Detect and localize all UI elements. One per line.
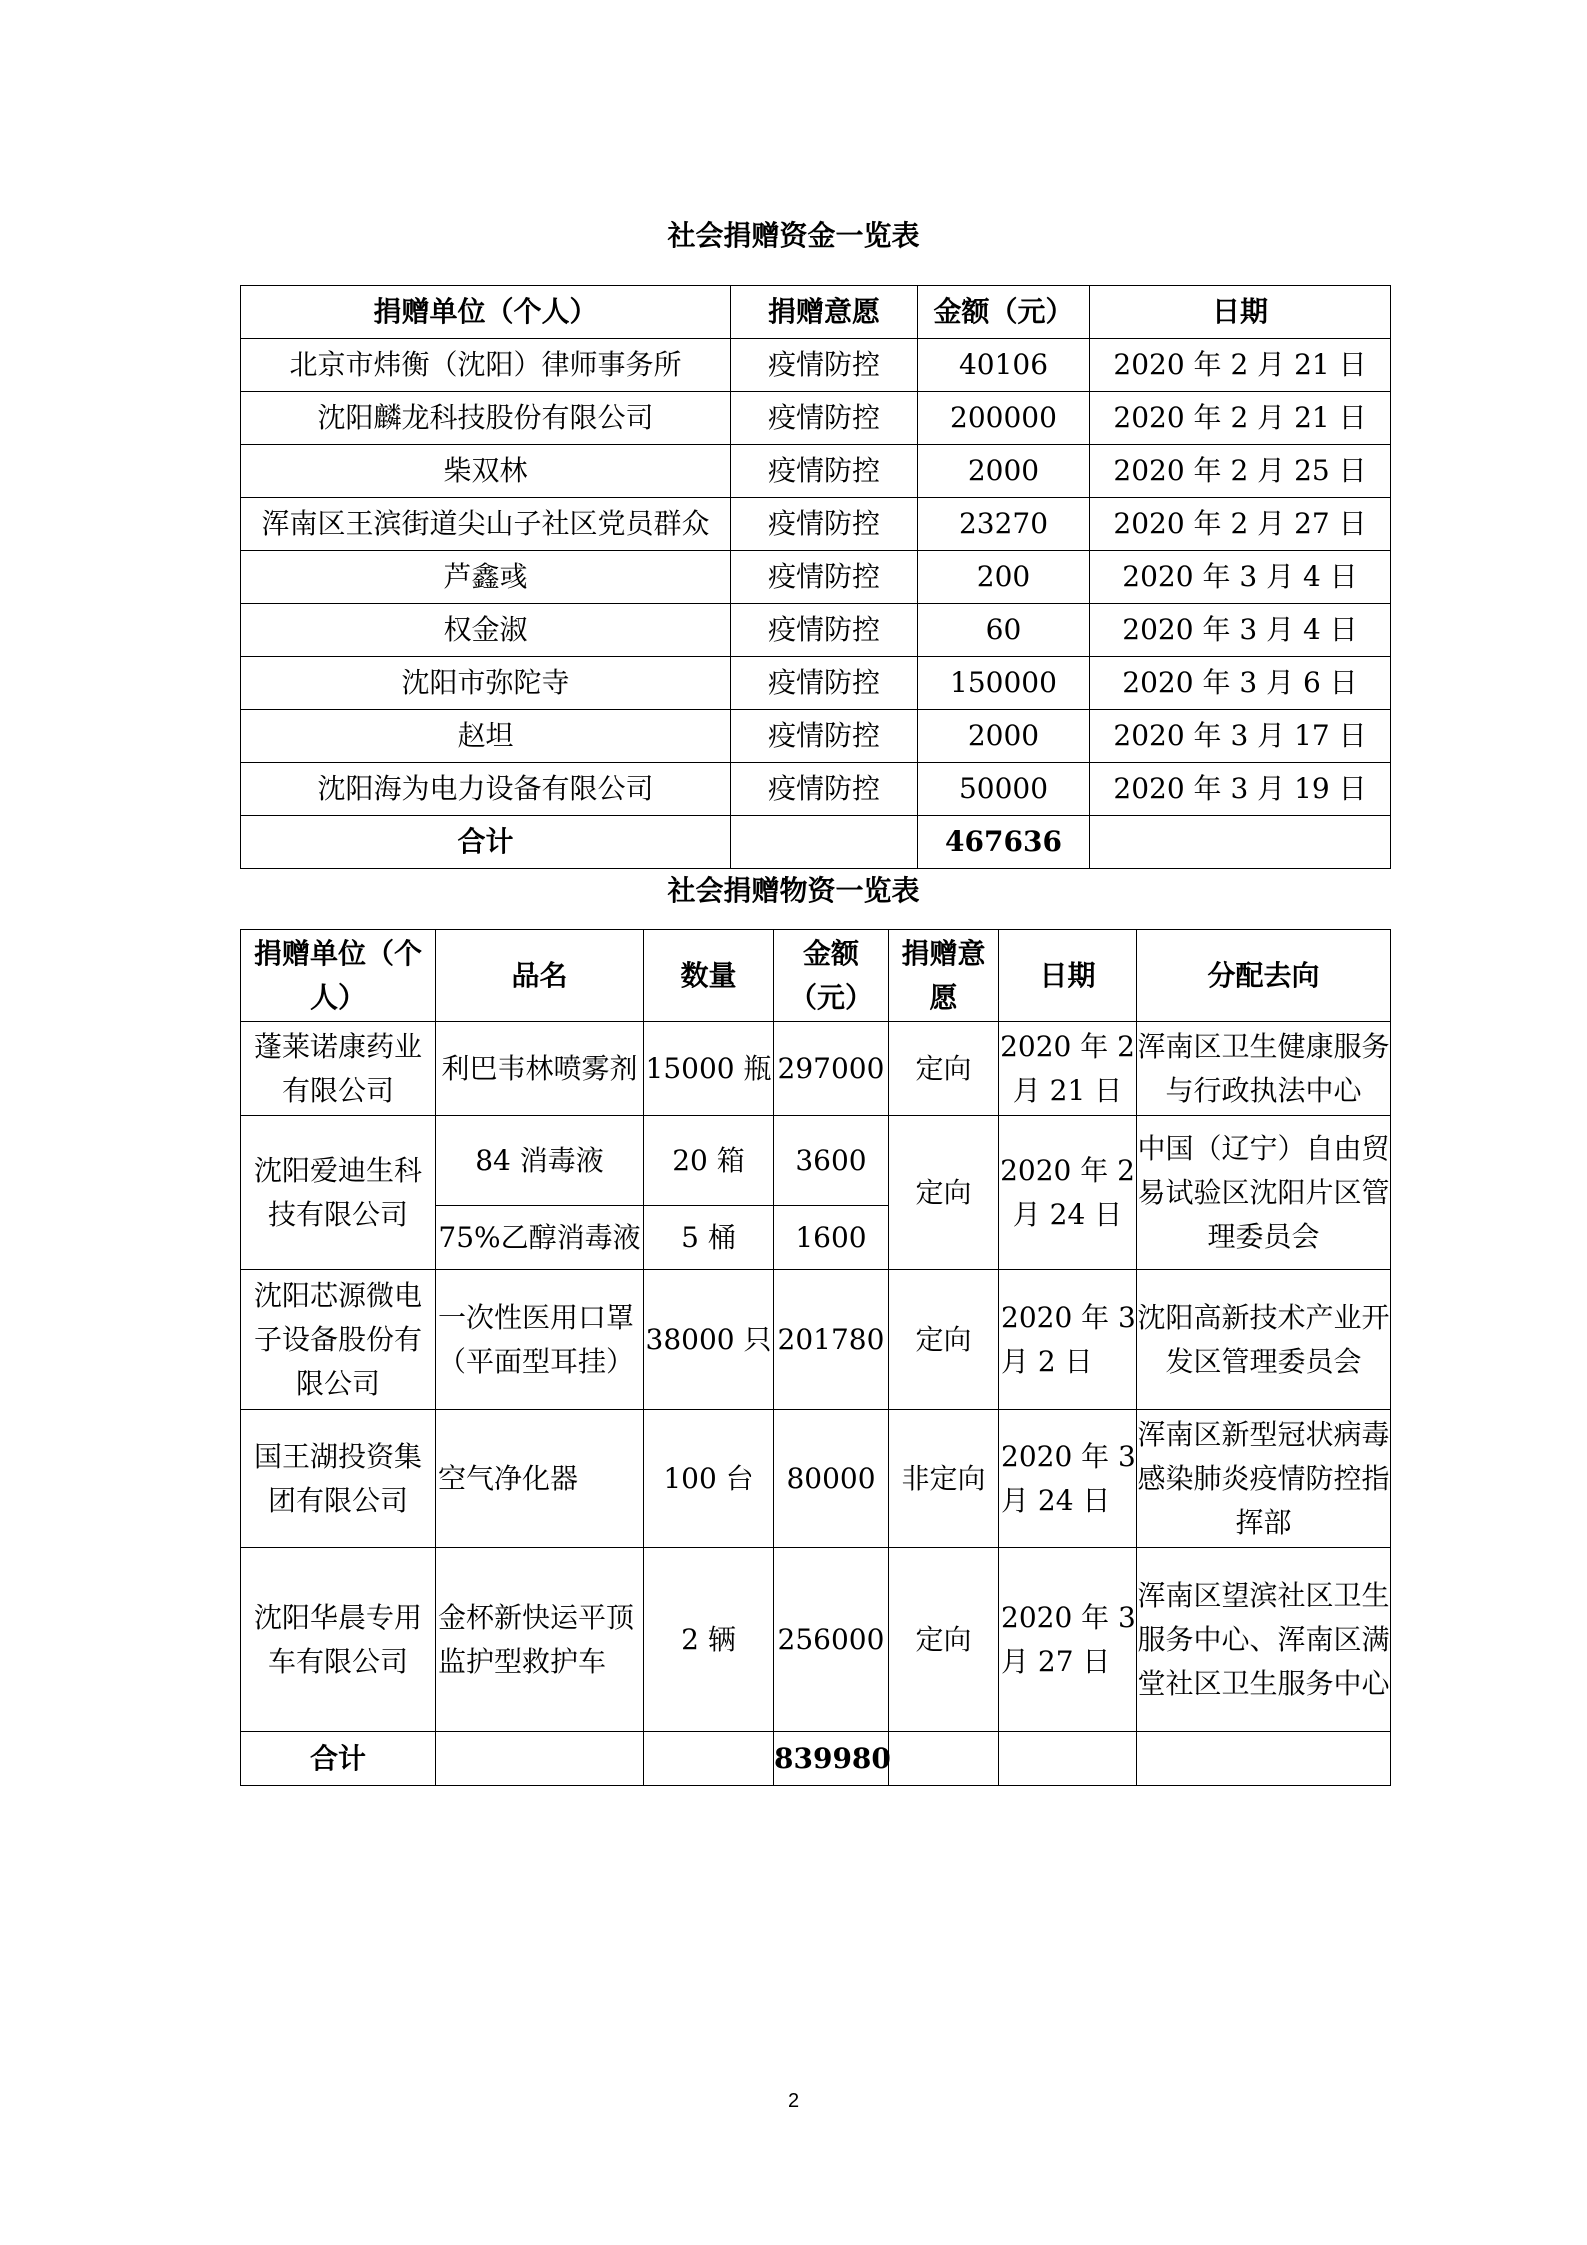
total-row bbox=[241, 816, 1391, 869]
empty-cell bbox=[889, 1732, 999, 1786]
total-value: 467636 bbox=[918, 816, 1090, 869]
intent-cell: 疫情防控 bbox=[731, 339, 918, 392]
amount-cell: 40106 bbox=[918, 339, 1090, 392]
amount-cell: 200000 bbox=[918, 392, 1090, 445]
dest-cell: 浑南区卫生健康服务与行政执法中心 bbox=[1137, 1022, 1391, 1116]
empty-cell bbox=[1090, 816, 1391, 869]
date-cell: 2020 年 3 月 24 日 bbox=[999, 1410, 1137, 1548]
total-label: 合计 bbox=[241, 1732, 436, 1786]
item-cell: 利巴韦林喷雾剂 bbox=[436, 1022, 644, 1116]
total-label: 合计 bbox=[241, 816, 731, 869]
date-cell: 2020 年 3 月 4 日 bbox=[1090, 551, 1391, 604]
amount-cell: 23270 bbox=[918, 498, 1090, 551]
item-cell: 84 消毒液 bbox=[436, 1116, 644, 1206]
goods-table-title: 社会捐赠物资一览表 bbox=[667, 874, 920, 907]
donor-cell: 权金淑 bbox=[241, 604, 731, 657]
donor-cell: 浑南区王滨街道尖山子社区党员群众 bbox=[241, 498, 731, 551]
amount-cell: 2000 bbox=[918, 445, 1090, 498]
item-cell: 空气净化器 bbox=[436, 1410, 644, 1548]
amount-cell: 60 bbox=[918, 604, 1090, 657]
donor-cell: 沈阳海为电力设备有限公司 bbox=[241, 763, 731, 816]
empty-cell bbox=[436, 1732, 644, 1786]
date-cell: 2020 年 3 月 6 日 bbox=[1090, 657, 1391, 710]
date-cell: 2020 年 3 月 4 日 bbox=[1090, 604, 1391, 657]
total-row bbox=[241, 1732, 1391, 1786]
amount-cell: 201780 bbox=[774, 1270, 889, 1410]
page-number: 2 bbox=[787, 2090, 800, 2112]
item-cell: 一次性医用口罩（平面型耳挂） bbox=[436, 1270, 644, 1410]
table-row bbox=[241, 392, 1391, 445]
item-cell: 金杯新快运平顶监护型救护车 bbox=[436, 1548, 644, 1732]
amount-cell: 200 bbox=[918, 551, 1090, 604]
header-donor: 捐赠单位（个人） bbox=[241, 930, 436, 1022]
table-row bbox=[241, 445, 1391, 498]
table-row bbox=[241, 551, 1391, 604]
empty-cell bbox=[731, 816, 918, 869]
qty-cell: 5 桶 bbox=[644, 1206, 774, 1270]
donor-cell: 沈阳芯源微电子设备股份有限公司 bbox=[241, 1270, 436, 1410]
header-intent: 捐赠意愿 bbox=[889, 930, 999, 1022]
date-cell: 2020 年 2 月 25 日 bbox=[1090, 445, 1391, 498]
donor-cell: 北京市炜衡（沈阳）律师事务所 bbox=[241, 339, 731, 392]
intent-cell: 疫情防控 bbox=[731, 604, 918, 657]
dest-cell: 浑南区新型冠状病毒感染肺炎疫情防控指挥部 bbox=[1137, 1410, 1391, 1548]
date-cell: 2020 年 3 月 19 日 bbox=[1090, 763, 1391, 816]
donor-cell: 芦鑫彧 bbox=[241, 551, 731, 604]
qty-cell: 38000 只 bbox=[644, 1270, 774, 1410]
header-donor: 捐赠单位（个人） bbox=[241, 286, 731, 339]
intent-cell: 定向 bbox=[889, 1116, 999, 1270]
table-row bbox=[241, 1116, 1391, 1206]
empty-cell bbox=[644, 1732, 774, 1786]
table-header-row bbox=[241, 930, 1391, 1022]
qty-cell: 20 箱 bbox=[644, 1116, 774, 1206]
intent-cell: 疫情防控 bbox=[731, 445, 918, 498]
donor-cell: 蓬莱诺康药业有限公司 bbox=[241, 1022, 436, 1116]
amount-cell: 256000 bbox=[774, 1548, 889, 1732]
header-date: 日期 bbox=[999, 930, 1137, 1022]
header-dest: 分配去向 bbox=[1137, 930, 1391, 1022]
donation-goods-table bbox=[240, 929, 1391, 1786]
intent-cell: 定向 bbox=[889, 1022, 999, 1116]
table-row bbox=[241, 604, 1391, 657]
qty-cell: 2 辆 bbox=[644, 1548, 774, 1732]
date-cell: 2020 年 2 月 24 日 bbox=[999, 1116, 1137, 1270]
intent-cell: 疫情防控 bbox=[731, 657, 918, 710]
amount-cell: 2000 bbox=[918, 710, 1090, 763]
intent-cell: 疫情防控 bbox=[731, 763, 918, 816]
amount-cell: 3600 bbox=[774, 1116, 889, 1206]
header-date: 日期 bbox=[1090, 286, 1391, 339]
intent-cell: 疫情防控 bbox=[731, 392, 918, 445]
table-row bbox=[241, 763, 1391, 816]
qty-cell: 15000 瓶 bbox=[644, 1022, 774, 1116]
header-item: 品名 bbox=[436, 930, 644, 1022]
header-intent: 捐赠意愿 bbox=[731, 286, 918, 339]
table-row bbox=[241, 1410, 1391, 1548]
intent-cell: 疫情防控 bbox=[731, 551, 918, 604]
amount-cell: 297000 bbox=[774, 1022, 889, 1116]
date-cell: 2020 年 3 月 17 日 bbox=[1090, 710, 1391, 763]
table-row bbox=[241, 498, 1391, 551]
header-amount: 金额（元） bbox=[774, 930, 889, 1022]
amount-cell: 50000 bbox=[918, 763, 1090, 816]
header-qty: 数量 bbox=[644, 930, 774, 1022]
dest-cell: 中国（辽宁）自由贸易试验区沈阳片区管理委员会 bbox=[1137, 1116, 1391, 1270]
date-cell: 2020 年 2 月 21 日 bbox=[999, 1022, 1137, 1116]
dest-cell: 沈阳高新技术产业开发区管理委员会 bbox=[1137, 1270, 1391, 1410]
date-cell: 2020 年 2 月 27 日 bbox=[1090, 498, 1391, 551]
table-header-row bbox=[241, 286, 1391, 339]
intent-cell: 定向 bbox=[889, 1270, 999, 1410]
donor-cell: 沈阳市弥陀寺 bbox=[241, 657, 731, 710]
intent-cell: 疫情防控 bbox=[731, 710, 918, 763]
donor-cell: 沈阳爱迪生科技有限公司 bbox=[241, 1116, 436, 1270]
item-cell: 75%乙醇消毒液 bbox=[436, 1206, 644, 1270]
qty-cell: 100 台 bbox=[644, 1410, 774, 1548]
empty-cell bbox=[1137, 1732, 1391, 1786]
header-amount: 金额（元） bbox=[918, 286, 1090, 339]
donor-cell: 国王湖投资集团有限公司 bbox=[241, 1410, 436, 1548]
dest-cell: 浑南区望滨社区卫生服务中心、浑南区满堂社区卫生服务中心 bbox=[1137, 1548, 1391, 1732]
donor-cell: 沈阳华晨专用车有限公司 bbox=[241, 1548, 436, 1732]
table-row bbox=[241, 710, 1391, 763]
date-cell: 2020 年 2 月 21 日 bbox=[1090, 392, 1391, 445]
total-value: 839980 bbox=[774, 1732, 889, 1786]
table-row bbox=[241, 1548, 1391, 1732]
date-cell: 2020 年 2 月 21 日 bbox=[1090, 339, 1391, 392]
empty-cell bbox=[999, 1732, 1137, 1786]
table-row bbox=[241, 1022, 1391, 1116]
money-table-title: 社会捐赠资金一览表 bbox=[667, 219, 920, 252]
date-cell: 2020 年 3 月 2 日 bbox=[999, 1270, 1137, 1410]
intent-cell: 非定向 bbox=[889, 1410, 999, 1548]
amount-cell: 150000 bbox=[918, 657, 1090, 710]
amount-cell: 1600 bbox=[774, 1206, 889, 1270]
amount-cell: 80000 bbox=[774, 1410, 889, 1548]
donor-cell: 沈阳麟龙科技股份有限公司 bbox=[241, 392, 731, 445]
intent-cell: 疫情防控 bbox=[731, 498, 918, 551]
donation-funds-table bbox=[240, 285, 1391, 869]
intent-cell: 定向 bbox=[889, 1548, 999, 1732]
table-row bbox=[241, 339, 1391, 392]
table-row bbox=[241, 657, 1391, 710]
donor-cell: 柴双林 bbox=[241, 445, 731, 498]
table-row bbox=[241, 1270, 1391, 1410]
date-cell: 2020 年 3 月 27 日 bbox=[999, 1548, 1137, 1732]
donor-cell: 赵坦 bbox=[241, 710, 731, 763]
